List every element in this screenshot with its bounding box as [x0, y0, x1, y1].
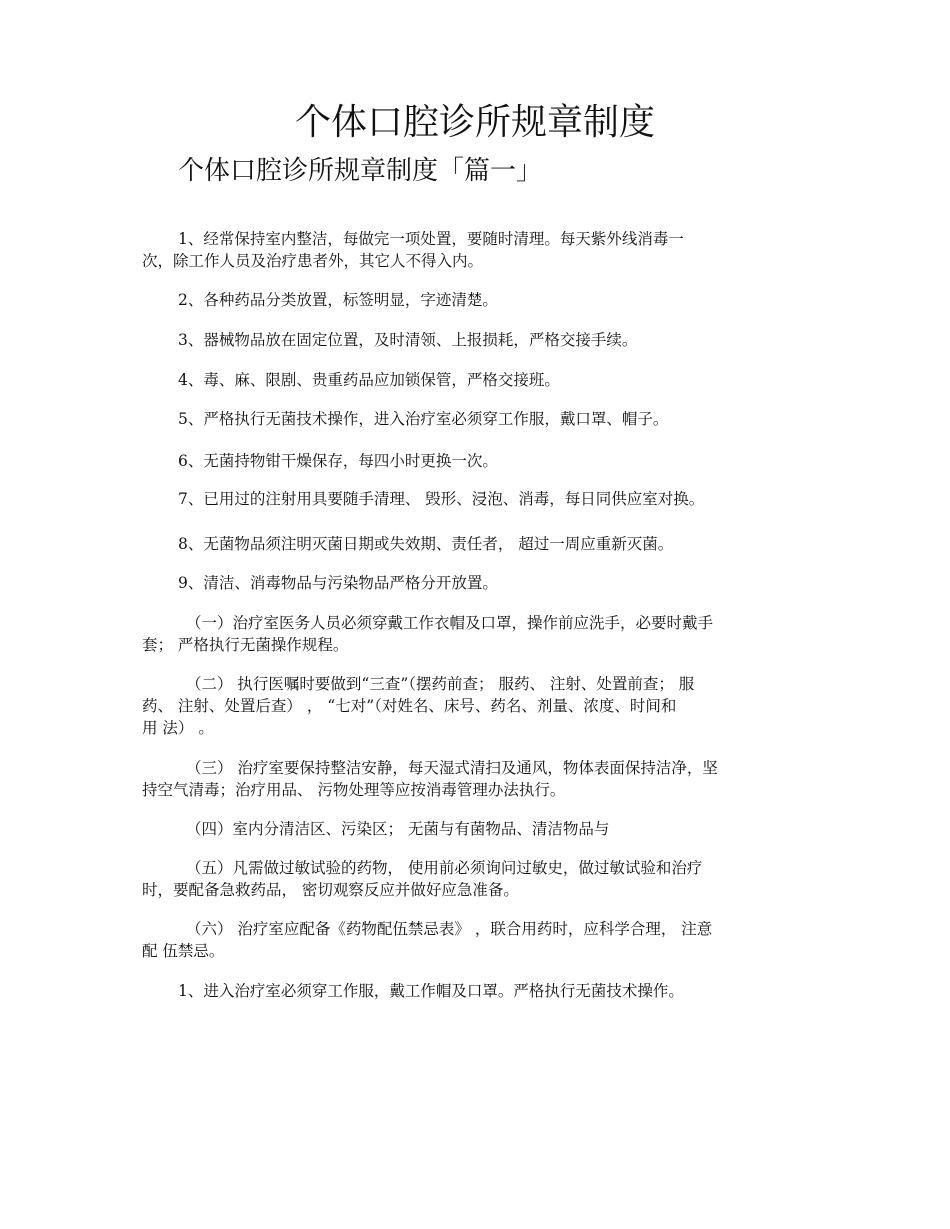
paragraph — [142, 329, 814, 351]
document-title: 个体口腔诊所规章制度 — [294, 102, 655, 143]
paragraph — [142, 818, 814, 840]
paragraph-line: 6、无菌持物钳干燥保存，每四小时更换一次。 — [178, 452, 498, 470]
paragraph-line: （二） 执行医嘱时要做到“三查”（摆药前查； 服药、 注射、处置前查； 服 — [186, 675, 695, 693]
paragraph-line: 次，除工作人员及治疗患者外，其它人不得入内。 — [142, 252, 484, 270]
paragraph-line: （六） 治疗室应配备《药物配伍禁忌表》 ，联合用药时，应科学合理， 注意 — [186, 920, 713, 938]
paragraph-line: 1、经常保持室内整洁，每做完一项处置，要随时清理。每天紫外线消毒一 — [178, 230, 684, 248]
paragraph-line: 4、毒、麻、限剧、贵重药品应加锁保管，严格交接班。 — [178, 371, 560, 389]
paragraph — [142, 408, 814, 430]
document-subtitle: 个体口腔诊所规章制度「篇一」 — [178, 156, 543, 186]
paragraph — [142, 289, 814, 311]
paragraph-line: 1、进入治疗室必须穿工作服，戴工作帽及口罩。严格执行无菌技术操作。 — [178, 982, 684, 1000]
paragraph-line: 持空气清毒；治疗用品、 污物处理等应按消毒管理办法执行。 — [142, 781, 566, 799]
paragraph-line: （一）治疗室医务人员必须穿戴工作衣帽及口罩，操作前应洗手，必要时戴手 — [186, 614, 714, 632]
paragraph — [142, 369, 814, 391]
paragraph — [142, 980, 814, 1002]
paragraph — [142, 673, 814, 739]
paragraph — [142, 450, 814, 472]
paragraph — [142, 857, 814, 901]
paragraph-line: 套； 严格执行无菌操作规程。 — [142, 636, 349, 654]
paragraph-line: （四）室内分清洁区、污染区； 无菌与有菌物品、清洁物品与 — [186, 820, 610, 838]
paragraph-line: 8、无菌物品须注明灭菌日期或失效期、责任者， 超过一周应重新灭菌。 — [178, 535, 674, 553]
paragraph-line: 5、严格执行无菌技术操作，进入治疗室必须穿工作服，戴口罩、帽子。 — [178, 410, 669, 428]
paragraph — [142, 533, 814, 555]
paragraph-line: 7、已用过的注射用具要随手清理、 毁形、浸泡、消毒，每日同供应室对换。 — [178, 490, 705, 508]
paragraph — [142, 488, 814, 510]
paragraph-line: 用 法） 。 — [142, 719, 214, 737]
paragraph-line: （三） 治疗室要保持整洁安静，每天湿式清扫及通风，物体表面保持洁净，坚 — [186, 759, 718, 777]
paragraph-line: 2、各种药品分类放置，标签明显，字迹清楚。 — [178, 291, 498, 309]
paragraph — [142, 572, 814, 594]
paragraph-line: 时，要配备急救药品， 密切观察反应并做好应急准备。 — [142, 881, 519, 899]
paragraph-line: 配 伍禁忌。 — [142, 942, 225, 960]
paragraph — [142, 918, 814, 962]
paragraph — [142, 757, 814, 801]
paragraph-line: 3、器械物品放在固定位置，及时清领、上报损耗，严格交接手续。 — [178, 331, 638, 349]
paragraph-line: （五）凡需做过敏试验的药物， 使用前必须询问过敏史，做过敏试验和治疗 — [186, 859, 703, 877]
paragraph — [142, 228, 814, 272]
paragraph-line: 9、清洁、消毒物品与污染物品严格分开放置。 — [178, 574, 498, 592]
paragraph-line: 药、 注射、处置后查） ， “七对”（对姓名、床号、药名、剂量、浓度、时间和 — [142, 697, 677, 715]
paragraph — [142, 612, 814, 656]
